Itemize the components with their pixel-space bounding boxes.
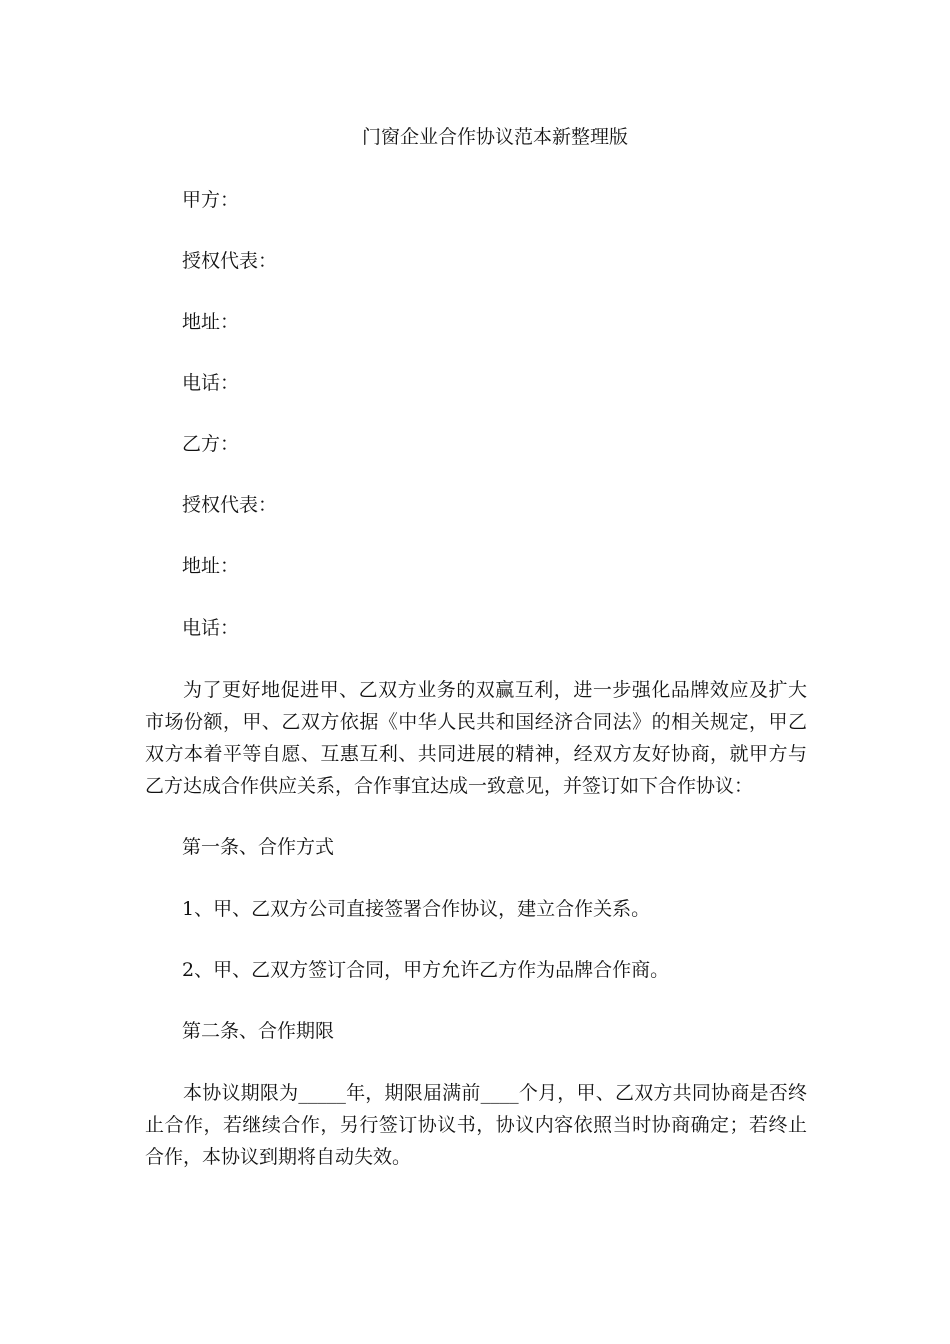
document-title: 门窗企业合作协议范本新整理版 <box>361 126 628 148</box>
article-1-item-2: 2、甲、乙双方签订合同，甲方允许乙方作为品牌合作商。 <box>182 959 670 981</box>
article-1-heading: 第一条、合作方式 <box>182 836 335 858</box>
party-a-address-label: 地址： <box>182 311 240 333</box>
party-b-label: 乙方： <box>182 433 240 455</box>
party-a-label: 甲方： <box>182 189 240 211</box>
article-2-heading: 第二条、合作期限 <box>182 1020 335 1042</box>
party-a-phone-label: 电话： <box>182 372 240 394</box>
party-a-rep-label: 授权代表： <box>182 250 278 272</box>
preamble-paragraph: 为了更好地促进甲、乙双方业务的双赢互利，进一步强化品牌效应及扩大市场份额，甲、乙双方依据《中华人民共和国经济合同法》的相关规定，甲乙双方本着平等自愿、互惠互利、共同进展的精神，经双方友好协商，就甲方与乙方达成合作供应关系，合作事宜达成一致意见，并签订如下合作协议： <box>145 679 807 797</box>
party-b-phone-label: 电话： <box>182 617 240 639</box>
party-b-rep-label: 授权代表： <box>182 494 278 516</box>
party-b-address-label: 地址： <box>182 555 240 577</box>
article-2-paragraph: 本协议期限为_____年，期限届满前____个月，甲、乙双方共同协商是否终止合作，若继续合作，另行签订协议书，协议内容依照当时协商确定；若终止合作，本协议到期将自动失效。 <box>145 1082 807 1168</box>
article-1-item-1: 1、甲、乙双方公司直接签署合作协议，建立合作关系。 <box>182 898 651 920</box>
